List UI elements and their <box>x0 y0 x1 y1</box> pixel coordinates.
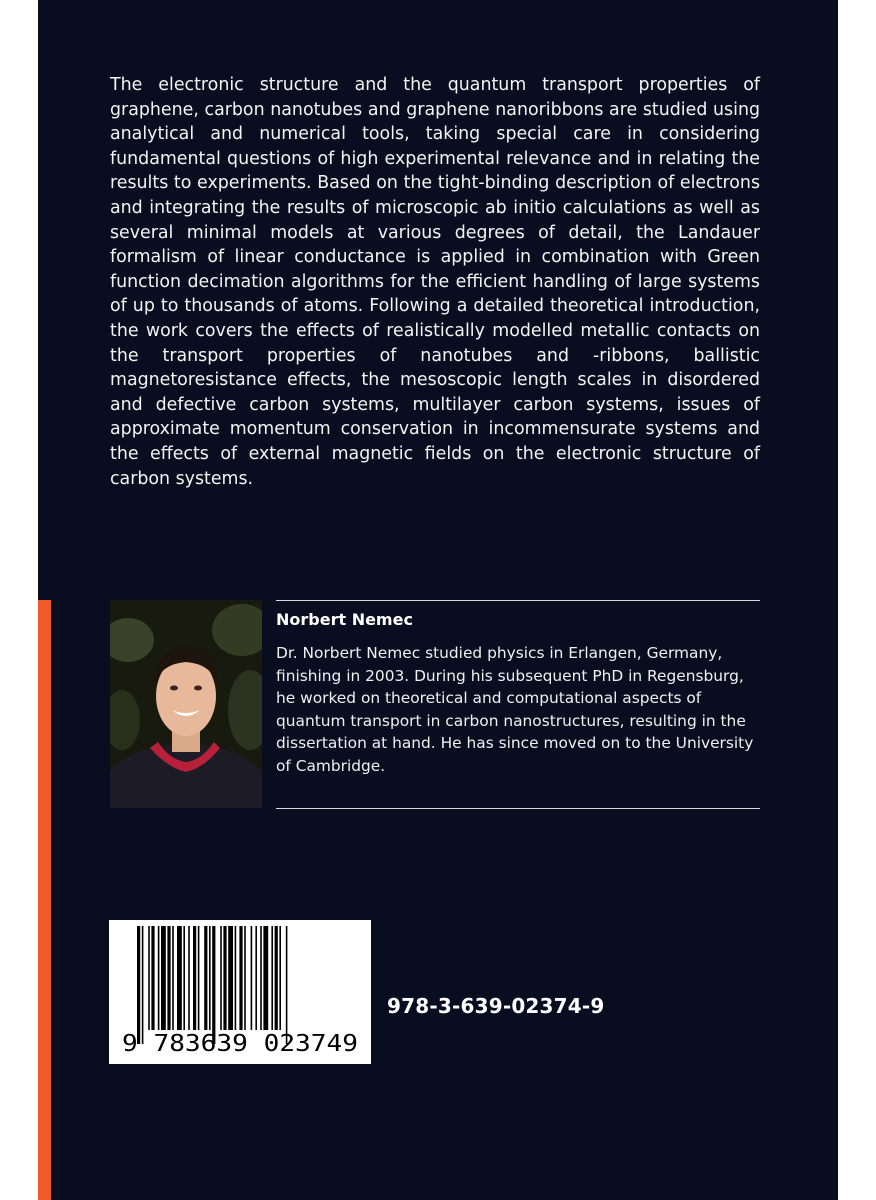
barcode-bar <box>167 926 170 1030</box>
barcode-bar <box>183 926 185 1030</box>
barcode-bar <box>239 926 242 1030</box>
barcode-bar <box>220 926 222 1030</box>
barcode-bar <box>260 926 262 1030</box>
accent-stripe <box>38 600 51 1200</box>
barcode-bar <box>204 926 207 1030</box>
barcode-bar <box>223 926 226 1030</box>
barcode-bar <box>142 926 144 1044</box>
barcode-bar <box>275 926 278 1030</box>
barcode-bar <box>198 926 200 1030</box>
barcode-bar <box>235 926 237 1030</box>
barcode-bar <box>148 926 150 1030</box>
barcode-bar <box>286 926 288 1044</box>
author-bio: Dr. Norbert Nemec studied physics in Erlangen, Germany, finishing in 2003. During his subsequent PhD in Regensburg, he worked on theoretical and computational aspects of quantum transport in carbon nanostructures, resulting in the dissertation at hand. He has since moved on to the University of Cambridge. <box>276 644 754 775</box>
barcode-bar <box>279 926 281 1030</box>
book-description: The electronic structure and the quantum transport properties of graphene, carbon nanotubes and graphene nanoribbons are studied using analytical and numerical tools, taking special care in considering fundamental questions of high experimental relevance and in relating the results to experiments. Based on the tight-binding description of electrons and integrating the results of microscopic ab initio calculations as well as several minimal models at various degrees of detail, the Landauer formalism of linear conductance is applied in combination with Green function decimation algorithms for the efficient handling of large systems of up to thousands of atoms. Following a detailed theoretical introduction, the work covers the effects of realistically modelled metallic contacts on the transport properties of nanotubes and -ribbons, ballistic magnetoresistance effects, the mesoscopic length scales in disordered and defective carbon systems, multilayer carbon systems, issues of approximate momentum conservation in incommensurate systems and the effects of external magnetic fields on the electronic structure of carbon systems. <box>110 75 760 489</box>
barcode-bar <box>271 926 273 1030</box>
barcode-bar <box>177 926 182 1030</box>
barcode-bar <box>188 926 190 1030</box>
author-rule-bottom <box>276 808 760 809</box>
isbn-number: 978-3-639-02374-9 <box>387 994 605 1018</box>
barcode-digits: 9 783639 023749 <box>122 1031 358 1057</box>
author-rule-top <box>276 600 760 601</box>
barcode-bar <box>158 926 160 1030</box>
barcode-bar <box>209 926 211 1030</box>
author-name: Norbert Nemec <box>276 610 413 629</box>
barcode-bar <box>193 926 196 1030</box>
author-photo <box>110 600 262 808</box>
barcode-bar <box>228 926 233 1030</box>
isbn-barcode <box>109 920 371 1064</box>
barcode-bar <box>251 926 253 1030</box>
barcode-bar <box>244 926 246 1030</box>
barcode-bar <box>137 926 140 1044</box>
barcode-bar <box>212 926 215 1044</box>
barcode-bar <box>263 926 268 1030</box>
barcode-bar <box>255 926 257 1030</box>
barcode-bar <box>151 926 154 1030</box>
barcode-bar <box>161 926 166 1030</box>
barcode-bar <box>172 926 174 1030</box>
